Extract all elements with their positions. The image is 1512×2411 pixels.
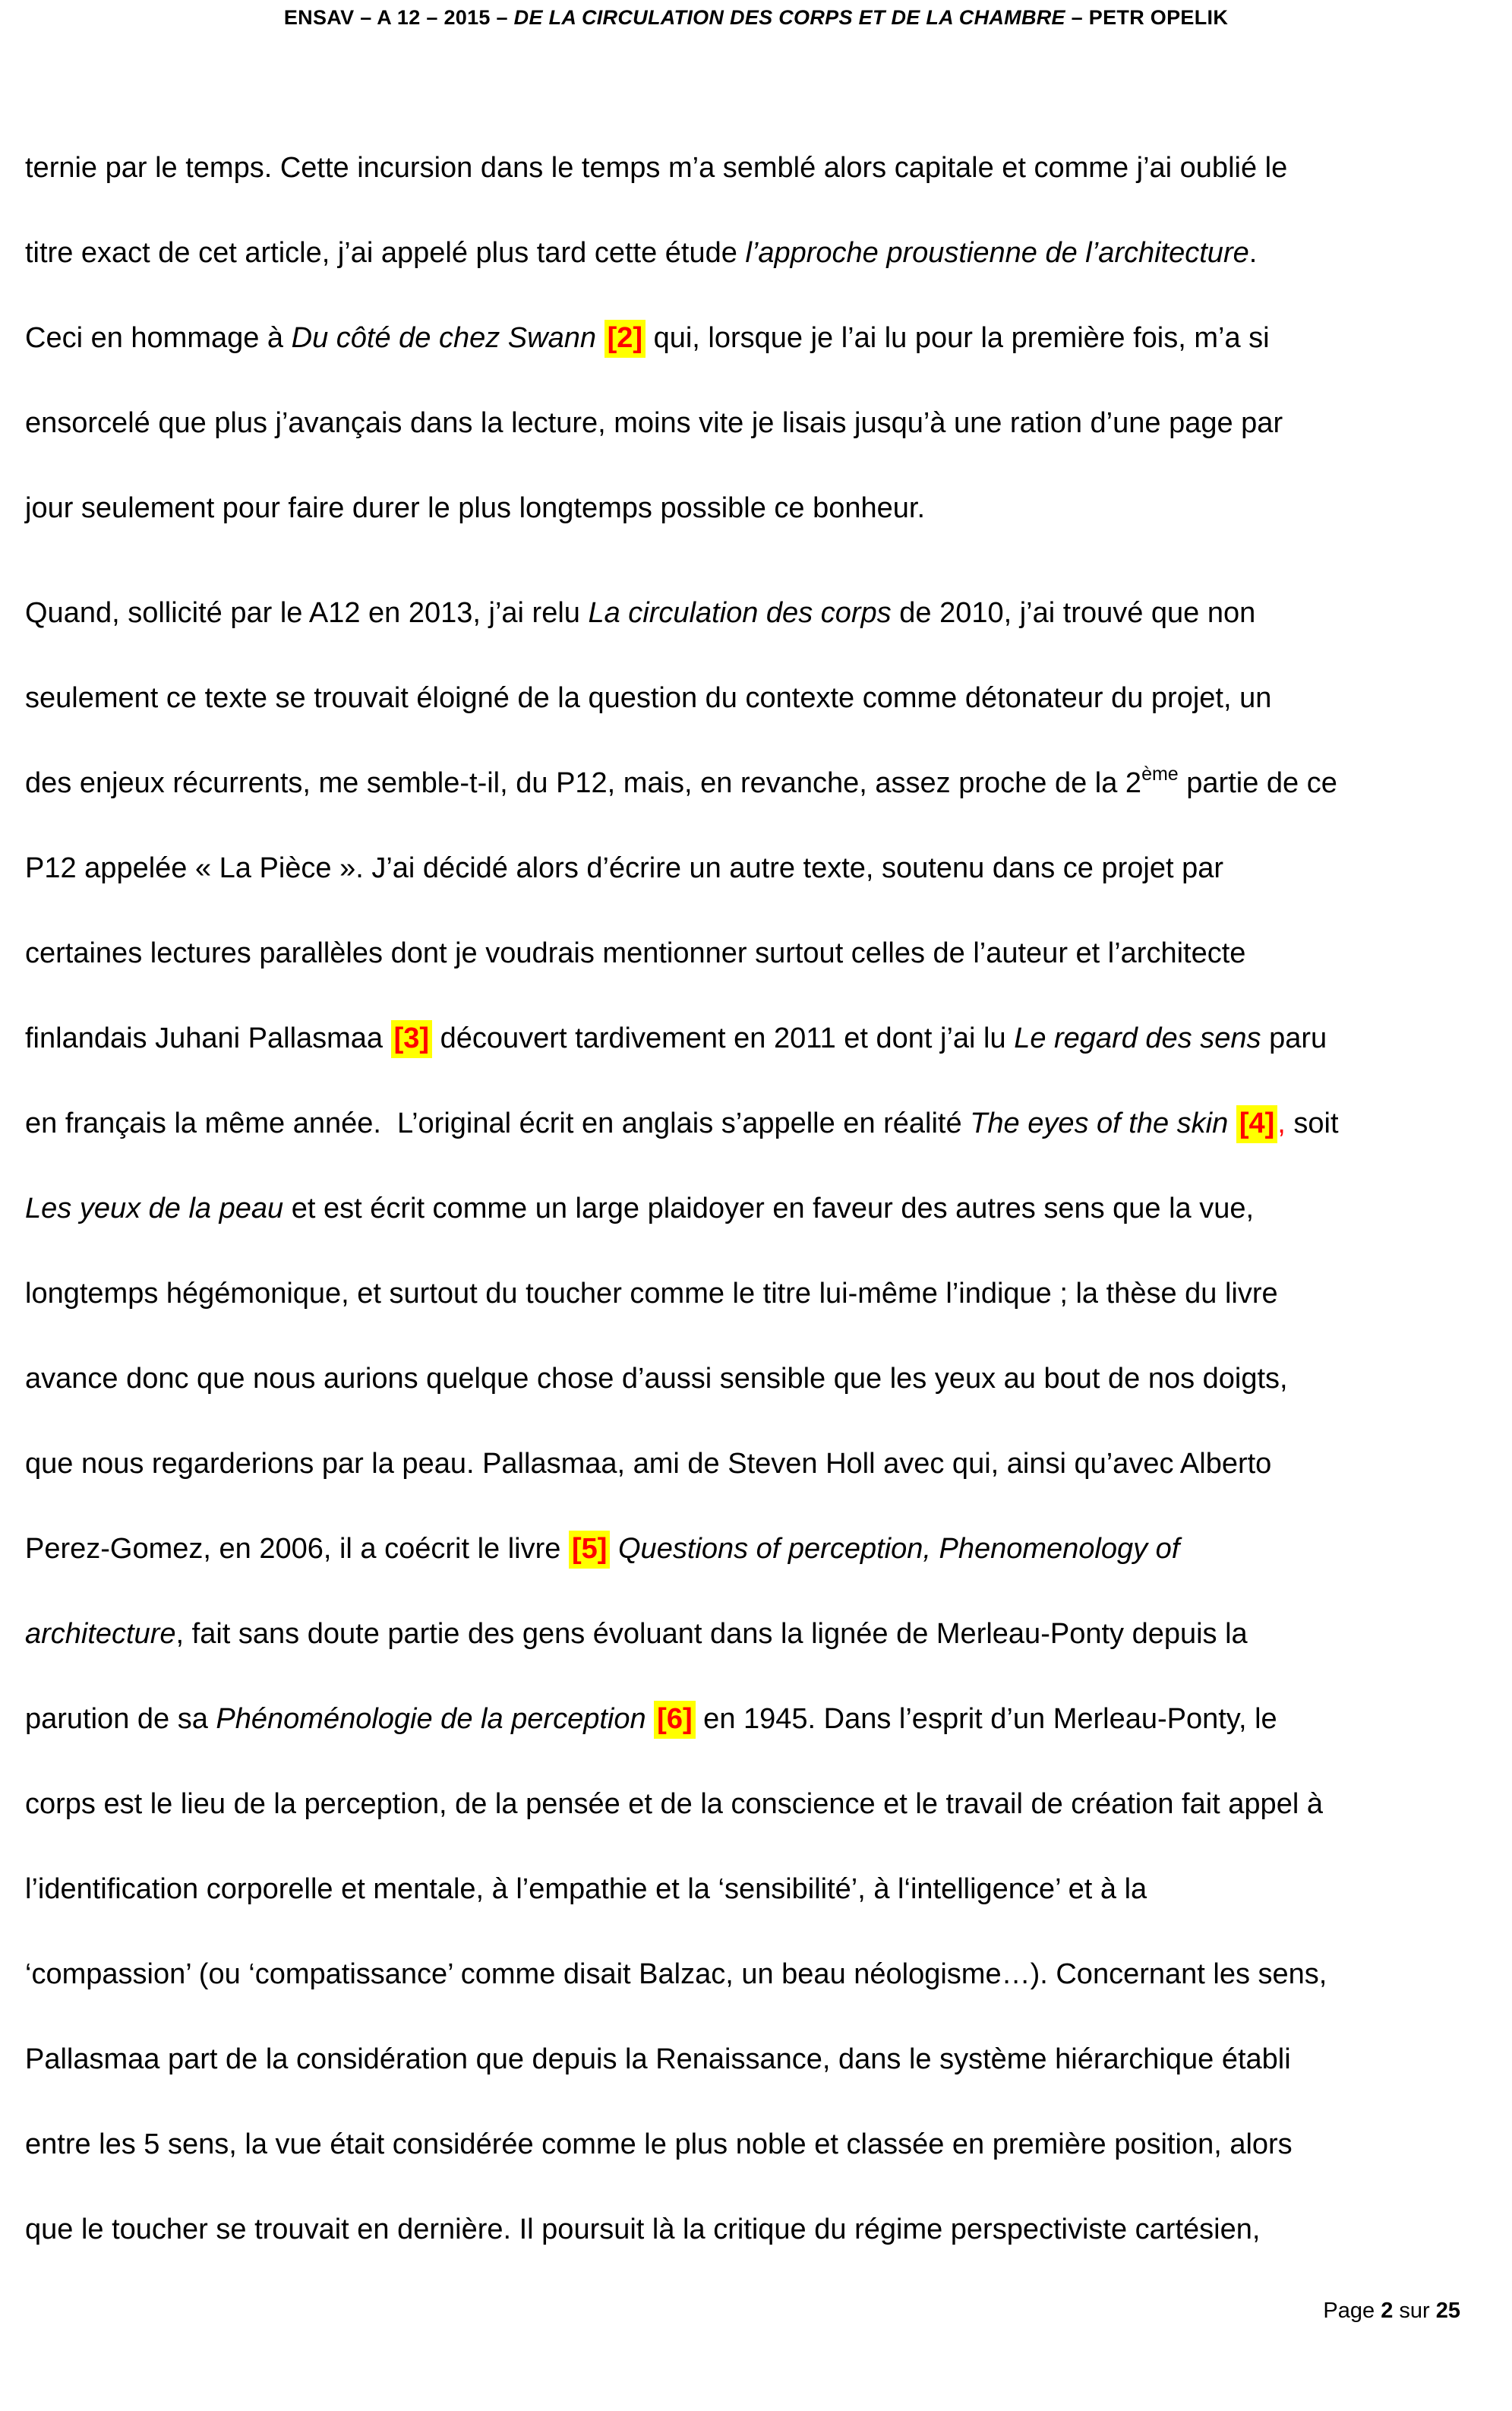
text-line: [25, 1932, 1470, 2017]
text-line: [25, 1591, 1470, 1676]
text-line: [25, 1336, 1470, 1421]
text-segment: longtemps hégémonique, et surtout du toucher comme le titre lui-même l’indique ; la thèse du livre: [25, 1278, 1278, 1310]
text-segment: Phénoménologie de la perception: [216, 1703, 646, 1735]
text-line: [25, 295, 1470, 381]
citation-ref: [4]: [1236, 1105, 1277, 1143]
text-segment: avance donc que nous aurions quelque chose d’aussi sensible que les yeux au bout de nos doigts,: [25, 1363, 1288, 1395]
text-segment: en français la même année. L’original écrit en anglais s’appelle en réalité: [25, 1108, 971, 1139]
text-segment: l’identification corporelle et mentale, à l’empathie et la ‘sensibilité’, à l‘intelligence’ et à la: [25, 1873, 1147, 1905]
text-line: [25, 570, 1470, 656]
text-line: [25, 2187, 1470, 2272]
text-segment: titre exact de cet article, j’ai appelé plus tard cette étude: [25, 237, 746, 269]
text-segment: , fait sans doute partie des gens évoluant dans la lignée de Merleau-Ponty depuis la: [175, 1618, 1248, 1650]
text-line: [25, 996, 1470, 1081]
text-line: [25, 466, 1470, 551]
text-segment: Du côté de chez Swann: [291, 322, 604, 354]
text-line: [25, 911, 1470, 996]
citation-ref: [5]: [569, 1531, 610, 1569]
text-segment: qui, lorsque je l’ai lu pour la première fois, m’a si: [646, 322, 1270, 354]
text-segment: des enjeux récurrents, me semble-t-il, du P12, mais, en revanche, assez proche de la 2: [25, 767, 1142, 799]
text-segment: DE LA CIRCULATION DES CORPS ET DE LA CHAMBRE: [513, 6, 1065, 29]
text-segment: ème: [1141, 763, 1179, 785]
text-segment: 2: [1381, 2299, 1394, 2323]
text-segment: [1228, 1108, 1236, 1139]
text-segment: en 1945. Dans l’esprit d’un Merleau-Ponty, le: [695, 1703, 1277, 1735]
text-segment: finlandais Juhani Pallasmaa: [25, 1022, 391, 1054]
text-segment: P12 appelée « La Pièce ». J’ai décidé alors d’écrire un autre texte, soutenu dans ce projet par: [25, 852, 1224, 884]
citation-ref: [3]: [391, 1020, 432, 1058]
text-segment: [646, 1703, 655, 1735]
paragraph: [25, 570, 1470, 2272]
text-segment: – PETR OPELIK: [1065, 6, 1229, 29]
text-segment: ENSAV – A 12 – 2015 –: [283, 6, 514, 29]
text-line: [25, 1166, 1470, 1251]
text-segment: Le regard des sens: [1014, 1022, 1261, 1054]
text-segment: que le toucher se trouvait en dernière. Il poursuit là la critique du régime perspectiviste cartésien,: [25, 2214, 1261, 2245]
text-line: [25, 1506, 1470, 1591]
text-line: [25, 1421, 1470, 1506]
text-segment: de 2010, j’ai trouvé que non: [891, 597, 1256, 629]
body-text: [25, 125, 1470, 2272]
text-segment: 25: [1435, 2299, 1460, 2323]
text-line: [25, 381, 1470, 466]
text-line: [25, 1847, 1470, 1932]
text-segment: Page: [1323, 2299, 1381, 2323]
text-line: [25, 826, 1470, 911]
text-segment: Ceci en hommage à: [25, 322, 292, 354]
text-segment: partie de ce: [1178, 767, 1337, 799]
citation-ref: [6]: [654, 1701, 695, 1739]
text-segment: ensorcelé que plus j’avançais dans la lecture, moins vite je lisais jusqu’à une ration d’une page par: [25, 407, 1283, 439]
text-segment: corps est le lieu de la perception, de la pensée et de la conscience et le travail de création fait appel à: [25, 1788, 1323, 1820]
citation-ref: [2]: [604, 320, 646, 358]
text-line: [25, 1676, 1470, 1762]
text-segment: certaines lectures parallèles dont je voudrais mentionner surtout celles de l’auteur et l’architecte: [25, 937, 1246, 969]
text-segment: découvert tardivement en 2011 et dont j’ai lu: [432, 1022, 1015, 1054]
text-segment: ternie par le temps. Cette incursion dans le temps m’a semblé alors capitale et comme j’ai oublié le: [25, 152, 1288, 184]
text-segment: Perez-Gomez, en 2006, il a coécrit le livre: [25, 1533, 569, 1565]
text-segment: Les yeux de la peau: [25, 1193, 284, 1224]
text-segment: The eyes of the skin: [970, 1108, 1229, 1139]
text-line: [25, 1762, 1470, 1847]
text-line: [25, 210, 1470, 295]
text-line: [25, 656, 1470, 741]
text-segment: l’approche proustienne de l’architecture: [745, 237, 1249, 269]
text-line: [25, 1251, 1470, 1336]
text-segment: Pallasmaa part de la considération que depuis la Renaissance, dans le système hiérarchique établi: [25, 2043, 1291, 2075]
text-segment: entre les 5 sens, la vue était considérée comme le plus noble et classée en première position, alors: [25, 2128, 1293, 2160]
text-segment: La circulation des corps: [588, 597, 892, 629]
text-line: [25, 125, 1470, 210]
text-segment: Quand, sollicité par le A12 en 2013, j’ai relu: [25, 597, 589, 629]
text-segment: ,: [1277, 1108, 1286, 1139]
text-segment: paru: [1261, 1022, 1327, 1054]
text-segment: soit: [1285, 1108, 1339, 1139]
text-segment: .: [1248, 237, 1258, 269]
text-line: [25, 2017, 1470, 2102]
text-line: [25, 1081, 1470, 1166]
text-segment: ‘compassion’ (ou ‘compatissance’ comme disait Balzac, un beau néologisme…). Concernant les sens,: [25, 1958, 1327, 1990]
text-segment: sur: [1393, 2299, 1436, 2323]
text-segment: parution de sa: [25, 1703, 216, 1735]
page-number: [1323, 2296, 1460, 2326]
text-segment: Questions of perception, Phenomenology of: [618, 1533, 1180, 1565]
text-segment: jour seulement pour faire durer le plus longtemps possible ce bonheur.: [25, 492, 926, 524]
text-segment: et est écrit comme un large plaidoyer en faveur des autres sens que la vue,: [283, 1193, 1255, 1224]
paragraph: [25, 125, 1470, 551]
text-segment: seulement ce texte se trouvait éloigné de la question du contexte comme détonateur du projet, un: [25, 682, 1272, 714]
text-line: [25, 2102, 1470, 2187]
text-segment: que nous regarderions par la peau. Pallasmaa, ami de Steven Holl avec qui, ainsi qu’avec Alberto: [25, 1448, 1272, 1480]
page-header: [0, 6, 1512, 30]
text-line: [25, 741, 1470, 826]
text-segment: architecture: [25, 1618, 176, 1650]
text-segment: [610, 1533, 618, 1565]
